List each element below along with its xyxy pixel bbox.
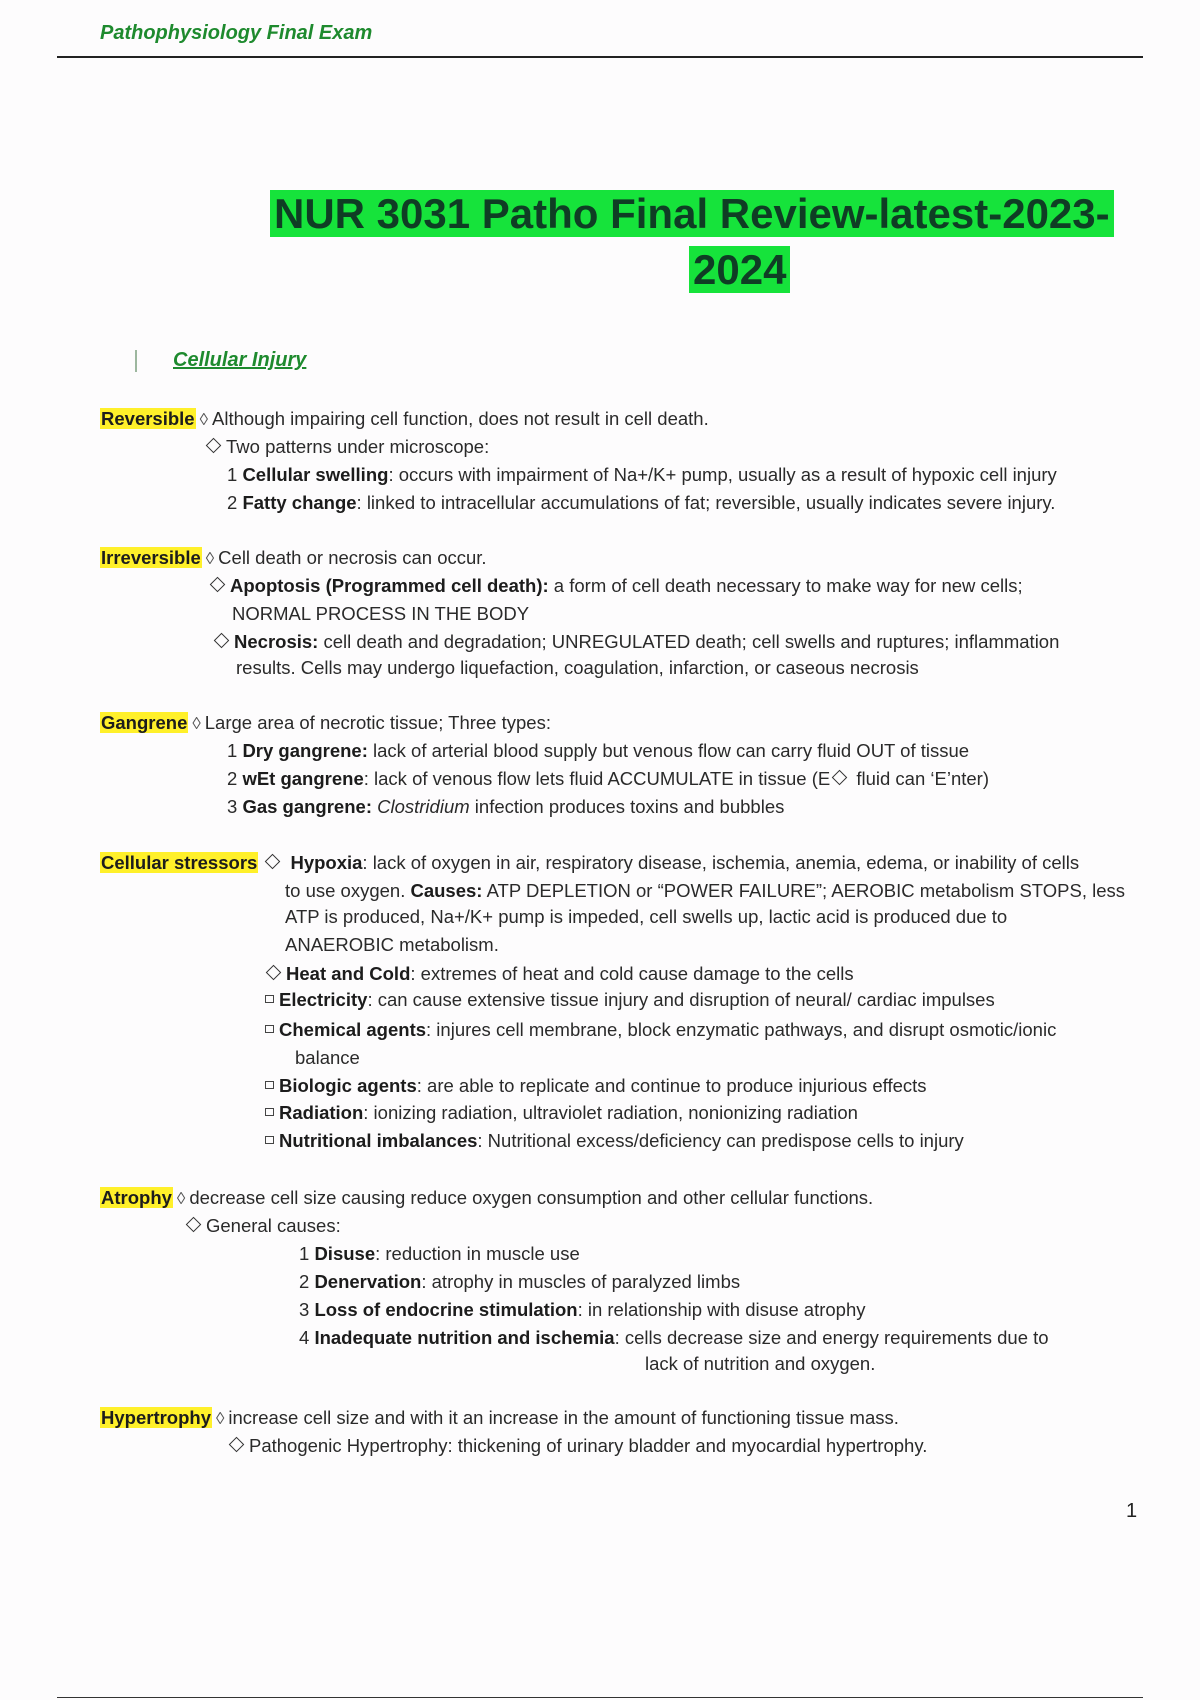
- sub-text: Two patterns under microscope:: [226, 436, 490, 457]
- stressor-bullet: Chemical agents: injures cell membrane, block enzymatic pathways, and disrupt osmotic/ionic: [265, 1018, 1056, 1042]
- irreversible-line: Irreversible ◊ Cell death or necrosis can occur.: [101, 547, 487, 568]
- list-item: 2 wEt gangrene: lack of venous flow lets fluid ACCUMULATE in tissue (E fluid can ‘E’nter): [227, 768, 989, 789]
- diamond-bullet-icon: [265, 854, 281, 870]
- chemical-cont: balance: [295, 1047, 360, 1068]
- term-highlight: Cellular stressors: [101, 852, 258, 873]
- hypertrophy-sub: Pathogenic Hypertrophy: thickening of urinary bladder and myocardial hypertrophy.: [228, 1434, 927, 1458]
- stressor-bullet: Nutritional imbalances: Nutritional excess/deficiency can predispose cells to injury: [265, 1129, 964, 1153]
- reversible-line: [100, 407, 709, 432]
- section-title: Cellular Injury: [173, 349, 307, 371]
- diamond-bullet-icon: [214, 633, 230, 649]
- list-item: 3 Loss of endocrine stimulation: in relationship with disuse atrophy: [299, 1299, 866, 1320]
- necrosis-line: Necrosis: cell death and degradation; UNREGULATED death; cell swells and ruptures; inflammation: [213, 630, 1059, 654]
- term-highlight: Irreversible: [101, 547, 201, 568]
- list-item-cont: lack of nutrition and oxygen.: [645, 1353, 876, 1374]
- gangrene-line: Gangrene ◊ Large area of necrotic tissue; Three types:: [101, 712, 551, 733]
- page-number: 1: [1126, 1500, 1138, 1522]
- document-title-line-1: [270, 188, 1114, 240]
- lozenge-icon: ◊: [216, 1409, 225, 1428]
- running-header: Pathophysiology Final Exam: [100, 22, 373, 44]
- term-highlight: Gangrene: [101, 712, 188, 733]
- term-highlight: Atrophy: [101, 1187, 172, 1208]
- document-title-line-2: [689, 244, 790, 296]
- diamond-bullet-icon: [210, 577, 226, 593]
- list-item: 1 Disuse: reduction in muscle use: [299, 1243, 580, 1264]
- list-item: 3 Gas gangrene: Clostridium infection produces toxins and bubbles: [227, 796, 785, 817]
- list-item: 4 Inadequate nutrition and ischemia: cells decrease size and energy requirements due to: [299, 1327, 1049, 1348]
- heat-cold-line: Heat and Cold: extremes of heat and cold cause damage to the cells: [265, 962, 854, 986]
- atrophy-sub: General causes:: [185, 1214, 341, 1238]
- term-highlight: Hypertrophy: [101, 1407, 211, 1428]
- diamond-bullet-icon: [266, 965, 282, 981]
- necrosis-cont: results. Cells may undergo liquefaction, coagulation, infarction, or caseous necrosis: [236, 657, 919, 678]
- hypoxia-cont-3: ANAEROBIC metabolism.: [285, 934, 499, 955]
- lozenge-icon: ◊: [205, 549, 215, 568]
- hypoxia-cont-1: to use oxygen. Causes: ATP DEPLETION or “POWER FAILURE”; AEROBIC metabolism STOPS, less: [285, 880, 1125, 901]
- title-highlight-2: 2024: [689, 246, 790, 293]
- title-highlight-1: NUR 3031 Patho Final Review-latest-2023-: [270, 190, 1114, 237]
- lozenge-icon: ◊: [176, 1189, 186, 1208]
- stressor-bullet: Biologic agents: are able to replicate and continue to produce injurious effects: [265, 1074, 927, 1098]
- stressor-bullet: Radiation: ionizing radiation, ultraviolet radiation, nonionizing radiation: [265, 1101, 858, 1125]
- square-bullet-icon: [265, 1136, 274, 1144]
- square-bullet-icon: [265, 995, 274, 1003]
- header-divider: [57, 56, 1143, 58]
- section-marker: [135, 350, 137, 372]
- square-bullet-icon: [265, 1081, 274, 1089]
- list-item: 2 Denervation: atrophy in muscles of paralyzed limbs: [299, 1271, 741, 1292]
- hypoxia-cont-2: ATP is produced, Na+/K+ pump is impeded, cell swells up, lactic acid is produced due to: [285, 906, 1008, 927]
- definition-text: Although impairing cell function, does not result in cell death.: [212, 408, 709, 429]
- term-highlight: Reversible: [101, 408, 195, 429]
- stressors-line: Cellular stressors Hypoxia: lack of oxygen in air, respiratory disease, ischemia, anemia, edema, or inability of cells: [101, 852, 1080, 873]
- footer-divider: [57, 1697, 1143, 1698]
- list-item: 1 Dry gangrene: lack of arterial blood supply but venous flow can carry fluid OUT of tissue: [227, 740, 970, 761]
- diamond-bullet-icon: [186, 1217, 202, 1233]
- stressor-bullet: Electricity: can cause extensive tissue injury and disruption of neural/ cardiac impulses: [265, 988, 995, 1012]
- lozenge-icon: ◊: [199, 410, 208, 429]
- hypertrophy-line: Hypertrophy ◊ increase cell size and with it an increase in the amount of functioning tissue mass.: [101, 1407, 899, 1428]
- atrophy-line: Atrophy ◊ decrease cell size causing reduce oxygen consumption and other cellular functions.: [101, 1187, 874, 1208]
- reversible-sub: [205, 435, 489, 459]
- square-bullet-icon: [265, 1025, 274, 1033]
- apoptosis-line: Apoptosis (Programmed cell death): a form of cell death necessary to make way for new cells;: [209, 574, 1023, 598]
- lozenge-icon: ◊: [192, 714, 201, 733]
- diamond-bullet-icon: [229, 1437, 245, 1453]
- list-item: 2 Fatty change: linked to intracellular accumulations of fat; reversible, usually indicates severe injury.: [227, 492, 1056, 513]
- diamond-icon: [832, 770, 848, 786]
- apoptosis-cont: NORMAL PROCESS IN THE BODY: [232, 603, 530, 624]
- diamond-bullet-icon: [206, 438, 222, 454]
- list-item: 1 Cellular swelling: occurs with impairment of Na+/K+ pump, usually as a result of hypoxic cell injury: [227, 464, 1057, 485]
- square-bullet-icon: [265, 1108, 274, 1116]
